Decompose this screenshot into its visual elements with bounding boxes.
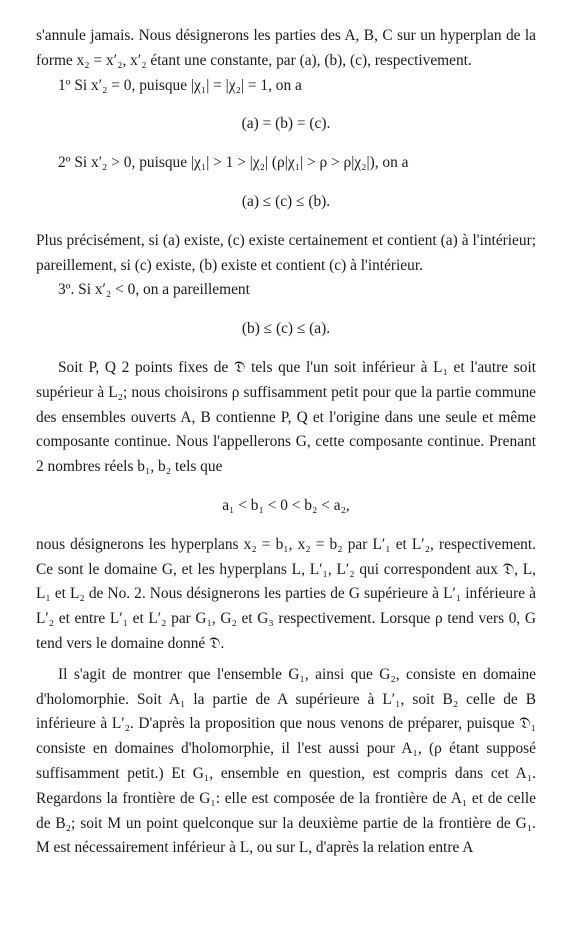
- paragraph-hyperplanes: nous désignerons les hyperplans x₂ = b₁, x₂ = b₂ par L′₁ et L′₂, respectivement. Ce sont le domaine G, et les hyperplans L, L′₁, L′₂ qui correspondent aux 𝔇, L, L₁ et L₂ de No. 2. Nous désignerons les parties de G supérieure à L′₁ inférieure à L′₂ et entre L′₁ et L′₂ par G₁, G₂ et G₃ respectivement. Lorsque ρ tend vers 0, G tend vers le domaine donné 𝔇.: [36, 535, 536, 652]
- case-1-equation: (a) = (b) = (c).: [241, 115, 331, 133]
- paragraph-points: Soit P, Q 2 points fixes de 𝔇 tels que l'un soit inférieur à L₁ et l'autre soit supérieur à L₂; nous choisirons ρ suffisamment petit pour que la partie commune des ensembles ouverts A, B contienne P, Q et l'origine dans une seule et même composante continue. Nous l'appellerons G, cette composante continue. Prenant 2 nombres réels b₁, b₂ tels que: [36, 358, 536, 476]
- paragraph-precision: Plus précisément, si (a) existe, (c) existe certainement et contient (a) à l'intérieur; pareillement, si (c) existe, (b) existe et contient (c) à l'intérieur.: [36, 231, 536, 274]
- case-3-intro: 3º. Si x′₂ < 0, on a pareillement: [58, 281, 250, 299]
- case-1-intro: 1º Si x′₂ = 0, puisque |χ₁| = |χ₂| = 1, on a: [58, 76, 302, 94]
- case-2-intro: 2º Si x′₂ > 0, puisque |χ₁| > 1 > |χ₂| (ρ|χ₁| > ρ > ρ|χ₂|), on a: [58, 154, 409, 172]
- case-2-equation: (a) ≤ (c) ≤ (b).: [241, 192, 331, 210]
- inequality-equation: a₁ < b₁ < 0 < b₂ < a₂,: [222, 496, 350, 514]
- case-3-equation: (b) ≤ (c) ≤ (a).: [241, 320, 331, 338]
- paragraph-holomorphy: Il s'agit de montrer que l'ensemble G₁, ainsi que G₂, consiste en domaine d'holomorphie. Soit A₁ la partie de A supérieure à L′₁, soit B₂ celle de B inférieure à L′₂. D'après la proposition que nous venons de préparer, puisque 𝔇₁ consiste en domaines d'holomorphie, il l'est aussi pour A₁, (ρ étant supposé suffisamment petit.) Et G₁, ensemble en question, est compris dans cet A₁. Regardons la frontière de G₁: elle est composée de la frontière de A₁ et de celle de B₂; soit M un point quelconque sur la deuxième partie de la frontière de G₁. M est nécessairement inférieur à L, ou sur L, d'après la relation entre A: [36, 665, 536, 857]
- paragraph-intro: s'annule jamais. Nous désignerons les parties des A, B, C sur un hyperplan de la forme x₂ = x′₂, x′₂ étant une constante, par (a), (b), (c), respectivement.: [36, 27, 536, 69]
